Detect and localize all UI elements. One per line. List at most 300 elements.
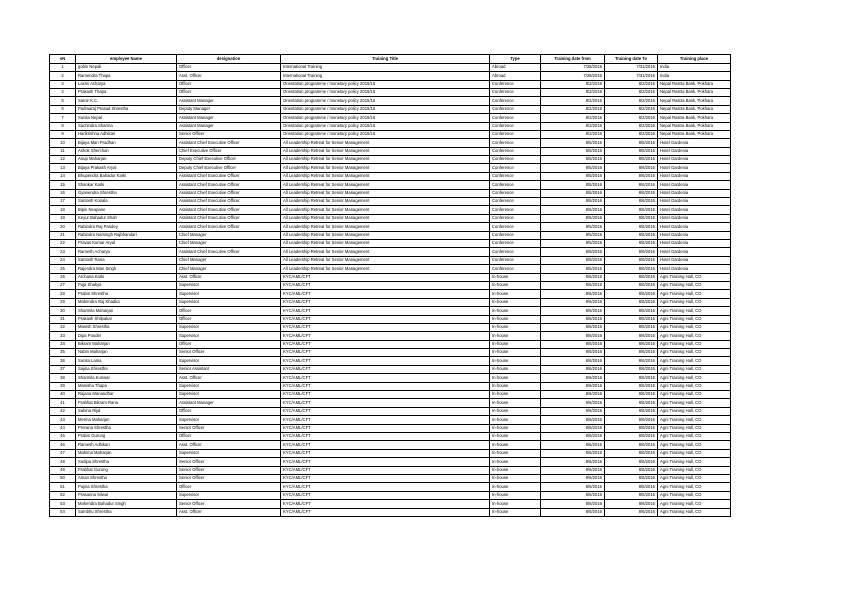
cell-training-title: KYC/AML/CFT — [281, 323, 490, 331]
cell-employee-name: Ramendra Thapa — [76, 72, 177, 80]
cell-training-place: Agni Training Hall, CO — [658, 273, 731, 281]
cell-training-place: Nepal Rastra Bank, Pokhara — [658, 80, 731, 88]
cell-type: In-house — [490, 357, 541, 365]
table-row — [50, 198, 731, 206]
cell-sn: 26 — [50, 273, 76, 281]
cell-employee-name: Bijaya Man Pradhan — [76, 139, 177, 147]
table-row — [50, 105, 731, 113]
cell-sn: 52 — [50, 491, 76, 499]
cell-training-place: Agni Training Hall, CO — [658, 332, 731, 340]
cell-date-to: 8/6/2016 — [605, 147, 658, 155]
cell-date-from: 8/6/2016 — [541, 357, 605, 365]
table-row — [50, 491, 731, 499]
cell-training-place: Agni Training Hall, CO — [658, 298, 731, 306]
cell-type: In-house — [490, 424, 541, 432]
cell-employee-name: Prakash Shilpakar — [76, 315, 177, 323]
cell-training-title: All Leadership Retreat for Senior Management — [281, 156, 490, 164]
cell-date-from: 8/2/2016 — [541, 80, 605, 88]
cell-sn: 6 — [50, 105, 76, 113]
table-row — [50, 500, 731, 508]
cell-training-title: Orientation programme / monetary policy 2015/16 — [281, 80, 490, 88]
cell-training-place: Agni Training Hall, CO — [658, 458, 731, 466]
cell-training-place: Nepal Rastra Bank, Pokhara — [658, 122, 731, 130]
cell-sn: 34 — [50, 340, 76, 348]
table-row — [50, 97, 731, 105]
cell-date-from: 8/6/2016 — [541, 323, 605, 331]
cell-date-from: 8/5/2016 — [541, 156, 605, 164]
cell-employee-name: Mahima Maharjan — [76, 449, 177, 457]
cell-sn: 32 — [50, 323, 76, 331]
cell-training-title: KYC/AML/CFT — [281, 424, 490, 432]
cell-training-title: All Leadership Retreat for Senior Management — [281, 181, 490, 189]
cell-designation: Deputy Chief Executive Officer — [177, 156, 281, 164]
cell-date-to: 8/6/2016 — [605, 164, 658, 172]
cell-sn: 47 — [50, 449, 76, 457]
cell-employee-name: Prakash Thapa — [76, 88, 177, 96]
cell-sn: 18 — [50, 206, 76, 214]
cell-employee-name: Rajendra Man Singh — [76, 265, 177, 273]
cell-sn: 19 — [50, 214, 76, 222]
table-row — [50, 72, 731, 80]
cell-sn: 22 — [50, 240, 76, 248]
cell-employee-name: Sabina Rijal — [76, 407, 177, 415]
cell-date-to: 8/2/2016 — [605, 97, 658, 105]
cell-training-place: Agni Training Hall, CO — [658, 374, 731, 382]
cell-training-place: Agni Training Hall, CO — [658, 399, 731, 407]
cell-sn: 24 — [50, 256, 76, 264]
cell-training-place: Agni Training Hall, CO — [658, 349, 731, 357]
cell-date-from: 8/6/2016 — [541, 298, 605, 306]
cell-date-from: 8/5/2016 — [541, 256, 605, 264]
cell-type: In-house — [490, 449, 541, 457]
cell-designation: Senior Assistant — [177, 365, 281, 373]
cell-date-from: 8/6/2016 — [541, 458, 605, 466]
cell-type: Conference — [490, 181, 541, 189]
cell-training-place: Agni Training Hall, CO — [658, 500, 731, 508]
cell-date-from: 8/5/2016 — [541, 147, 605, 155]
cell-employee-name: Santosh Koirala — [76, 198, 177, 206]
cell-designation: Supervisor — [177, 449, 281, 457]
cell-date-to: 8/6/2016 — [605, 206, 658, 214]
cell-employee-name: Bipin Neupane — [76, 206, 177, 214]
cell-training-title: KYC/AML/CFT — [281, 382, 490, 390]
cell-type: Conference — [490, 240, 541, 248]
cell-training-title: All Leadership Retreat for Senior Management — [281, 139, 490, 147]
header-type: Type — [490, 55, 541, 64]
cell-date-from: 8/5/2016 — [541, 240, 605, 248]
cell-type: In-house — [490, 273, 541, 281]
cell-training-place: Hotel Gardenia — [658, 206, 731, 214]
cell-designation: Asst. Officer — [177, 374, 281, 382]
cell-designation: Chief Manager — [177, 231, 281, 239]
cell-employee-name: Prerana Shrestha — [76, 424, 177, 432]
cell-training-place: Agni Training Hall, CO — [658, 491, 731, 499]
cell-employee-name: Sunita Nepal — [76, 114, 177, 122]
cell-type: In-house — [490, 466, 541, 474]
cell-designation: Officer — [177, 407, 281, 415]
cell-training-place: Nepal Rastra Bank, Pokhara — [658, 88, 731, 96]
cell-training-place: Agni Training Hall, CO — [658, 407, 731, 415]
table-row — [50, 223, 731, 231]
cell-date-from: 8/6/2016 — [541, 340, 605, 348]
cell-type: In-house — [490, 290, 541, 298]
cell-type: In-house — [490, 432, 541, 440]
cell-designation: Officer — [177, 315, 281, 323]
cell-sn: 10 — [50, 139, 76, 147]
table-row — [50, 80, 731, 88]
cell-date-from: 8/6/2016 — [541, 441, 605, 449]
cell-training-place: Agni Training Hall, CO — [658, 416, 731, 424]
cell-date-from: 8/5/2016 — [541, 206, 605, 214]
cell-sn: 20 — [50, 223, 76, 231]
cell-date-to: 8/2/2016 — [605, 114, 658, 122]
cell-training-place: Nepal Rastra Bank, Pokhara — [658, 114, 731, 122]
cell-training-title: Orientation programme / monetary policy 2015/16 — [281, 114, 490, 122]
cell-sn: 49 — [50, 466, 76, 474]
cell-training-place: Agni Training Hall, CO — [658, 391, 731, 399]
cell-designation: Senior Officer — [177, 349, 281, 357]
cell-employee-name: Rabindra Raj Pandey — [76, 223, 177, 231]
cell-sn: 51 — [50, 483, 76, 491]
cell-training-title: KYC/AML/CFT — [281, 307, 490, 315]
header-training-place: Training place — [658, 55, 731, 64]
table-row — [50, 407, 731, 415]
cell-type: Conference — [490, 198, 541, 206]
table-row — [50, 474, 731, 482]
cell-training-place: Agni Training Hall, CO — [658, 290, 731, 298]
table-row — [50, 349, 731, 357]
cell-employee-name: Mahendra Bahadur Singh — [76, 500, 177, 508]
table-row — [50, 265, 731, 273]
cell-training-title: KYC/AML/CFT — [281, 273, 490, 281]
cell-date-from: 8/6/2016 — [541, 365, 605, 373]
cell-sn: 41 — [50, 399, 76, 407]
cell-designation: Chief Manager — [177, 240, 281, 248]
cell-employee-name: Prabhat Bikram Rana — [76, 399, 177, 407]
cell-designation: Supervisor — [177, 357, 281, 365]
cell-training-place: Hotel Gardenia — [658, 139, 731, 147]
cell-employee-name: Puja Shakya — [76, 281, 177, 289]
table-row — [50, 181, 731, 189]
cell-sn: 15 — [50, 181, 76, 189]
cell-sn: 5 — [50, 97, 76, 105]
cell-designation: Assistant Chief Executive Officer — [177, 189, 281, 197]
cell-date-to: 8/6/2016 — [605, 374, 658, 382]
cell-employee-name: Keyur Bahadur Shah — [76, 214, 177, 222]
cell-training-title: Orientation programme / monetary policy 2015/16 — [281, 88, 490, 96]
cell-training-title: KYC/AML/CFT — [281, 441, 490, 449]
table-row — [50, 315, 731, 323]
cell-training-place: Hotel Gardenia — [658, 240, 731, 248]
table-row — [50, 189, 731, 197]
cell-employee-name: Sachindra Sharma — [76, 122, 177, 130]
cell-training-title: KYC/AML/CFT — [281, 449, 490, 457]
cell-type: Conference — [490, 122, 541, 130]
cell-employee-name: Samir K.C. — [76, 97, 177, 105]
cell-type: In-house — [490, 416, 541, 424]
cell-date-from: 7/28/2016 — [541, 63, 605, 71]
cell-designation: Senior Officer — [177, 130, 281, 138]
cell-designation: Chief Executive Officer — [177, 147, 281, 155]
cell-date-from: 8/6/2016 — [541, 466, 605, 474]
cell-training-place: Hotel Gardenia — [658, 147, 731, 155]
cell-employee-name: Archana Karki — [76, 273, 177, 281]
cell-training-title: KYC/AML/CFT — [281, 340, 490, 348]
cell-sn: 53 — [50, 500, 76, 508]
cell-training-title: KYC/AML/CFT — [281, 315, 490, 323]
cell-date-from: 8/5/2016 — [541, 198, 605, 206]
table-row — [50, 458, 731, 466]
cell-employee-name: Prabin Shrestha — [76, 290, 177, 298]
cell-training-title: All Leadership Retreat for Senior Management — [281, 172, 490, 180]
cell-date-to: 7/31/2016 — [605, 72, 658, 80]
cell-employee-name: Prasanna Silwal — [76, 491, 177, 499]
cell-training-title: KYC/AML/CFT — [281, 508, 490, 516]
cell-sn: 29 — [50, 298, 76, 306]
cell-type: In-house — [490, 281, 541, 289]
cell-date-to: 8/6/2016 — [605, 466, 658, 474]
cell-date-from: 8/5/2016 — [541, 172, 605, 180]
cell-date-to: 8/6/2016 — [605, 365, 658, 373]
cell-employee-name: Sudipa Shrestha — [76, 458, 177, 466]
cell-date-to: 8/6/2016 — [605, 483, 658, 491]
cell-designation: Officer — [177, 63, 281, 71]
cell-designation: Assistant Manager — [177, 399, 281, 407]
cell-designation: Supervisor — [177, 491, 281, 499]
cell-type: In-house — [490, 332, 541, 340]
cell-employee-name: Sharmila Maharjan — [76, 307, 177, 315]
cell-employee-name: Ramesh Adhikari — [76, 441, 177, 449]
training-table — [49, 54, 731, 517]
cell-sn: 44 — [50, 424, 76, 432]
cell-date-to: 8/2/2016 — [605, 122, 658, 130]
cell-sn: 12 — [50, 156, 76, 164]
header-date-from: Training date from — [541, 55, 605, 64]
cell-date-to: 8/6/2016 — [605, 474, 658, 482]
cell-training-title: KYC/AML/CFT — [281, 466, 490, 474]
cell-date-from: 8/2/2016 — [541, 114, 605, 122]
cell-training-title: KYC/AML/CFT — [281, 500, 490, 508]
cell-employee-name: Nabin Maharjan — [76, 349, 177, 357]
cell-type: In-house — [490, 349, 541, 357]
cell-employee-name: Laxmi Acharya — [76, 80, 177, 88]
table-row — [50, 432, 731, 440]
cell-date-to: 8/6/2016 — [605, 281, 658, 289]
cell-date-from: 8/6/2016 — [541, 449, 605, 457]
cell-training-place: Agni Training Hall, CO — [658, 441, 731, 449]
cell-designation: Senior Officer — [177, 466, 281, 474]
cell-training-title: Orientation programme / monetary policy 2015/16 — [281, 130, 490, 138]
cell-training-title: KYC/AML/CFT — [281, 399, 490, 407]
cell-designation: Asst. Officer — [177, 273, 281, 281]
cell-type: In-house — [490, 399, 541, 407]
cell-training-title: All Leadership Retreat for Senior Management — [281, 240, 490, 248]
cell-training-place: Hotel Gardenia — [658, 189, 731, 197]
cell-type: In-house — [490, 323, 541, 331]
table-row — [50, 63, 731, 71]
cell-type: Abroad — [490, 72, 541, 80]
cell-date-from: 8/5/2016 — [541, 214, 605, 222]
cell-employee-name: Shankar Karki — [76, 181, 177, 189]
cell-date-from: 8/6/2016 — [541, 391, 605, 399]
table-row — [50, 164, 731, 172]
cell-sn: 13 — [50, 164, 76, 172]
cell-sn: 42 — [50, 407, 76, 415]
table-row — [50, 281, 731, 289]
cell-designation: Officer — [177, 483, 281, 491]
cell-date-to: 8/2/2016 — [605, 130, 658, 138]
cell-designation: Supervisor — [177, 281, 281, 289]
cell-date-from: 8/6/2016 — [541, 424, 605, 432]
cell-training-place: Agni Training Hall, CO — [658, 508, 731, 516]
cell-training-place: Agni Training Hall, CO — [658, 315, 731, 323]
cell-training-title: International Training — [281, 72, 490, 80]
cell-training-title: KYC/AML/CFT — [281, 416, 490, 424]
cell-date-to: 8/6/2016 — [605, 323, 658, 331]
cell-sn: 2 — [50, 72, 76, 80]
cell-sn: 37 — [50, 365, 76, 373]
cell-date-from: 8/5/2016 — [541, 181, 605, 189]
cell-designation: Officer — [177, 80, 281, 88]
cell-date-to: 8/6/2016 — [605, 256, 658, 264]
cell-designation: Supervisor — [177, 382, 281, 390]
cell-designation: Deputy Chief Executive Officer — [177, 164, 281, 172]
cell-date-to: 8/6/2016 — [605, 214, 658, 222]
cell-type: Conference — [490, 164, 541, 172]
cell-sn: 31 — [50, 315, 76, 323]
table-row — [50, 139, 731, 147]
cell-training-title: All Leadership Retreat for Senior Management — [281, 223, 490, 231]
cell-date-from: 8/5/2016 — [541, 223, 605, 231]
cell-type: Conference — [490, 97, 541, 105]
cell-date-to: 8/6/2016 — [605, 458, 658, 466]
cell-date-to: 8/6/2016 — [605, 273, 658, 281]
cell-date-to: 8/6/2016 — [605, 416, 658, 424]
cell-training-place: Hotel Gardenia — [658, 256, 731, 264]
cell-sn: 23 — [50, 248, 76, 256]
cell-date-to: 8/6/2016 — [605, 399, 658, 407]
header-designation: designation — [177, 55, 281, 64]
cell-date-to: 8/6/2016 — [605, 340, 658, 348]
cell-training-place: Nepal Rastra Bank, Pokhara — [658, 105, 731, 113]
cell-date-from: 8/6/2016 — [541, 307, 605, 315]
cell-training-title: All Leadership Retreat for Senior Management — [281, 198, 490, 206]
cell-training-place: Hotel Gardenia — [658, 223, 731, 231]
cell-date-from: 8/2/2016 — [541, 122, 605, 130]
cell-date-to: 8/6/2016 — [605, 290, 658, 298]
cell-type: Conference — [490, 130, 541, 138]
cell-designation: Senior Officer — [177, 458, 281, 466]
cell-designation: Assistant Chief Executive Officer — [177, 139, 281, 147]
cell-sn: 36 — [50, 357, 76, 365]
cell-designation: Supervisor — [177, 332, 281, 340]
header-date-to: Training date To — [605, 55, 658, 64]
cell-date-from: 8/2/2016 — [541, 97, 605, 105]
cell-date-from: 8/6/2016 — [541, 483, 605, 491]
cell-date-to: 8/6/2016 — [605, 349, 658, 357]
cell-employee-name: Santosh Rana — [76, 256, 177, 264]
cell-training-title: KYC/AML/CFT — [281, 474, 490, 482]
cell-employee-name: Aman Shrestha — [76, 474, 177, 482]
cell-type: Conference — [490, 80, 541, 88]
table-row — [50, 206, 731, 214]
cell-training-title: KYC/AML/CFT — [281, 365, 490, 373]
cell-training-title: All Leadership Retreat for Senior Management — [281, 265, 490, 273]
cell-employee-name: Mahendra Raj Khadka — [76, 298, 177, 306]
cell-employee-name: Prabin Gurung — [76, 432, 177, 440]
table-row — [50, 399, 731, 407]
cell-sn: 46 — [50, 441, 76, 449]
cell-training-place: Nepal Rastra Bank, Pokhara — [658, 97, 731, 105]
cell-employee-name: Manisha Thapa — [76, 382, 177, 390]
cell-employee-name: Bikram Maharjan — [76, 340, 177, 348]
cell-date-from: 8/2/2016 — [541, 105, 605, 113]
cell-training-title: Orientation programme / monetary policy 2015/16 — [281, 122, 490, 130]
cell-date-to: 8/6/2016 — [605, 189, 658, 197]
cell-date-from: 8/6/2016 — [541, 432, 605, 440]
cell-designation: Assistant Chief Executive Officer — [177, 223, 281, 231]
table-row — [50, 483, 731, 491]
cell-designation: Senior Officer — [177, 474, 281, 482]
cell-type: In-house — [490, 474, 541, 482]
cell-date-from: 8/6/2016 — [541, 508, 605, 516]
cell-date-to: 8/6/2016 — [605, 382, 658, 390]
header-row — [50, 55, 731, 64]
cell-designation: Chief Manager — [177, 265, 281, 273]
cell-training-title: KYC/AML/CFT — [281, 483, 490, 491]
cell-training-place: India — [658, 63, 731, 71]
table-row — [50, 357, 731, 365]
cell-date-to: 8/6/2016 — [605, 248, 658, 256]
cell-type: Conference — [490, 214, 541, 222]
cell-designation: Asst. Officer — [177, 508, 281, 516]
cell-employee-name: Anup Maharjan — [76, 156, 177, 164]
cell-type: In-house — [490, 374, 541, 382]
cell-date-to: 8/6/2016 — [605, 307, 658, 315]
table-row — [50, 240, 731, 248]
cell-designation: Asst. Officer — [177, 72, 281, 80]
cell-date-from: 7/28/2016 — [541, 72, 605, 80]
table-row — [50, 365, 731, 373]
cell-training-place: Hotel Gardenia — [658, 164, 731, 172]
cell-designation: Officer — [177, 88, 281, 96]
cell-training-title: All Leadership Retreat for Senior Management — [281, 164, 490, 172]
cell-type: Abroad — [490, 63, 541, 71]
table-row — [50, 114, 731, 122]
cell-sn: 48 — [50, 458, 76, 466]
cell-type: In-house — [490, 458, 541, 466]
cell-training-place: Agni Training Hall, CO — [658, 474, 731, 482]
cell-training-title: KYC/AML/CFT — [281, 281, 490, 289]
cell-designation: Chief Manager — [177, 256, 281, 264]
table-row — [50, 391, 731, 399]
cell-date-from: 8/6/2016 — [541, 315, 605, 323]
cell-designation: Assistant Manager — [177, 114, 281, 122]
cell-date-to: 8/6/2016 — [605, 508, 658, 516]
cell-date-from: 8/6/2016 — [541, 281, 605, 289]
cell-designation: Assistant Chief Executive Officer — [177, 214, 281, 222]
cell-training-place: Agni Training Hall, CO — [658, 466, 731, 474]
cell-date-to: 8/6/2016 — [605, 298, 658, 306]
cell-employee-name: Merina Maharjan — [76, 416, 177, 424]
cell-sn: 30 — [50, 307, 76, 315]
cell-sn: 33 — [50, 332, 76, 340]
cell-date-from: 8/6/2016 — [541, 382, 605, 390]
cell-sn: 7 — [50, 114, 76, 122]
cell-sn: 14 — [50, 172, 76, 180]
cell-designation: Deputy Manager — [177, 105, 281, 113]
cell-date-to: 8/6/2016 — [605, 181, 658, 189]
